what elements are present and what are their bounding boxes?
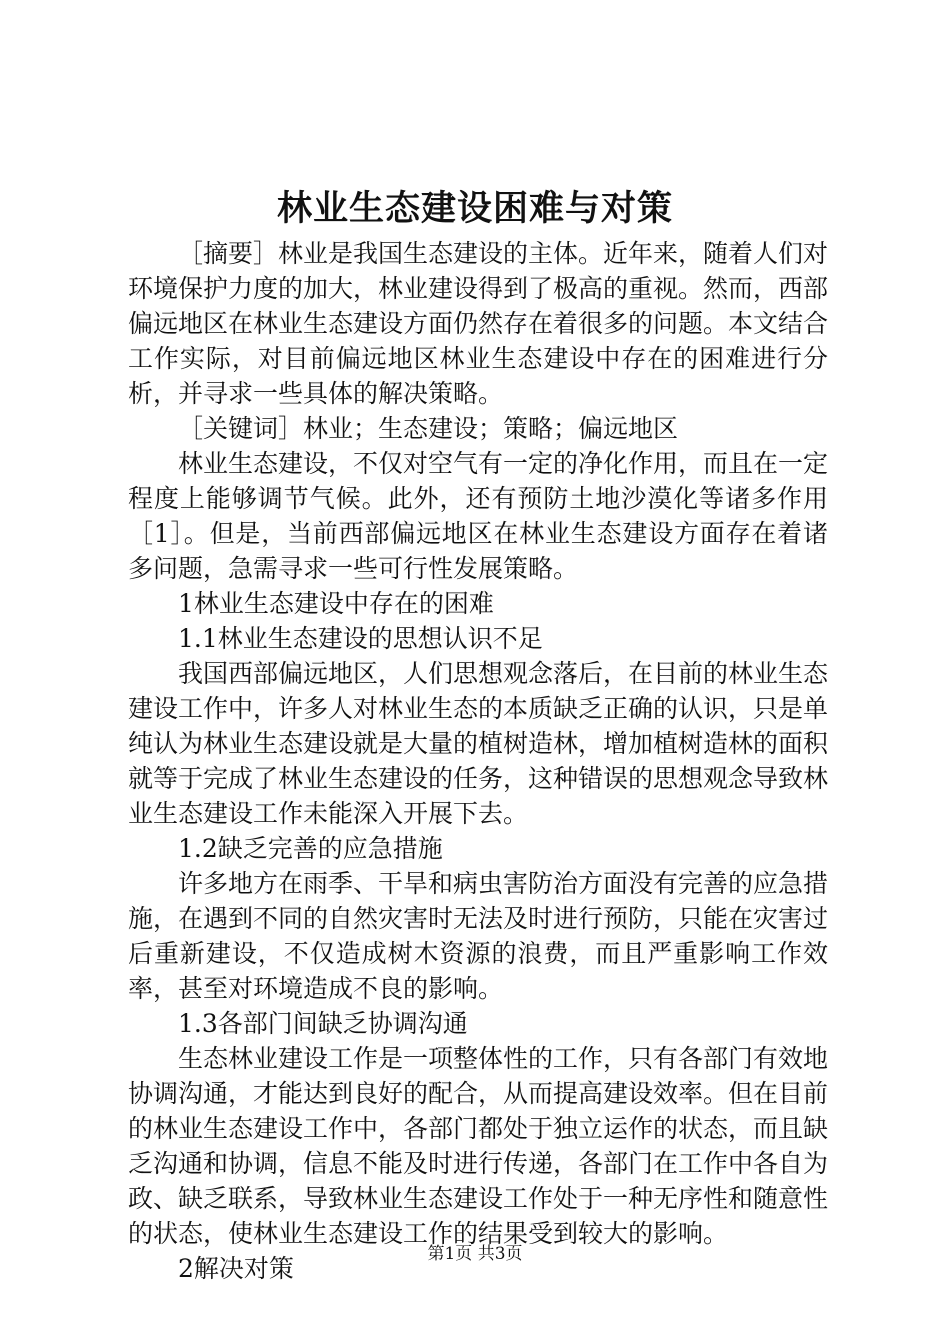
section-heading-1: 1林业生态建设中存在的困难 <box>178 589 494 618</box>
abstract-paragraph: ［摘要］林业是我国生态建设的主体。近年来，随着人们对环境保护力度的加大，林业建设得到了极高的重视。然而，西部偏远地区在林业生态建设方面仍然存在着很多的问题。本文结合工作实际，对目前偏远地区林业生态建设中存在的困难进行分析，并寻求一些具体的解决策略。 <box>128 239 829 408</box>
subsection-paragraph-1-3: 生态林业建设工作是一项整体性的工作，只有各部门有效地协调沟通，才能达到良好的配合，从而提高建设效率。但在目前的林业生态建设工作中，各部门都处于独立运作的状态，而且缺乏沟通和协调，信息不能及时进行传递，各部门在工作中各自为政、缺乏联系，导致林业生态建设工作处于一种无序性和随意性的状态，使林业生态建设工作的结果受到较大的影响。 <box>128 1044 829 1248</box>
subsection-paragraph-1-2: 许多地方在雨季、干旱和病虫害防治方面没有完善的应急措施，在遇到不同的自然灾害时无法及时进行预防，只能在灾害过后重新建设，不仅造成树木资源的浪费，而且严重影响工作效率，甚至对环境造成不良的影响。 <box>128 869 829 1003</box>
subsection-heading-1-1: 1.1林业生态建设的思想认识不足 <box>178 624 543 653</box>
subsection-heading-1-2: 1.2缺乏完善的应急措施 <box>178 834 443 863</box>
document-title: 林业生态建设困难与对策 <box>276 188 673 229</box>
keywords-paragraph: ［关键词］林业；生态建设；策略；偏远地区 <box>178 414 679 443</box>
subsection-heading-1-3: 1.3各部门间缺乏协调沟通 <box>178 1009 468 1038</box>
subsection-paragraph-1-1: 我国西部偏远地区，人们思想观念落后，在目前的林业生态建设工作中，许多人对林业生态的本质缺乏正确的认识，只是单纯认为林业生态建设就是大量的植树造林，增加植树造林的面积就等于完成了林业生态建设的任务，这种错误的思想观念导致林业生态建设工作未能深入开展下去。 <box>128 659 829 828</box>
introduction-paragraph: 林业生态建设，不仅对空气有一定的净化作用，而且在一定程度上能够调节气候。此外，还有预防土地沙漠化等诸多作用［1］。但是，当前西部偏远地区在林业生态建设方面存在着诸多问题，急需寻求一些可行性发展策略。 <box>128 449 829 583</box>
section-heading-2: 2解决对策 <box>178 1254 294 1283</box>
document-body <box>128 236 828 1286</box>
page-number-footer: 第1页 共3页 <box>427 1244 523 1264</box>
